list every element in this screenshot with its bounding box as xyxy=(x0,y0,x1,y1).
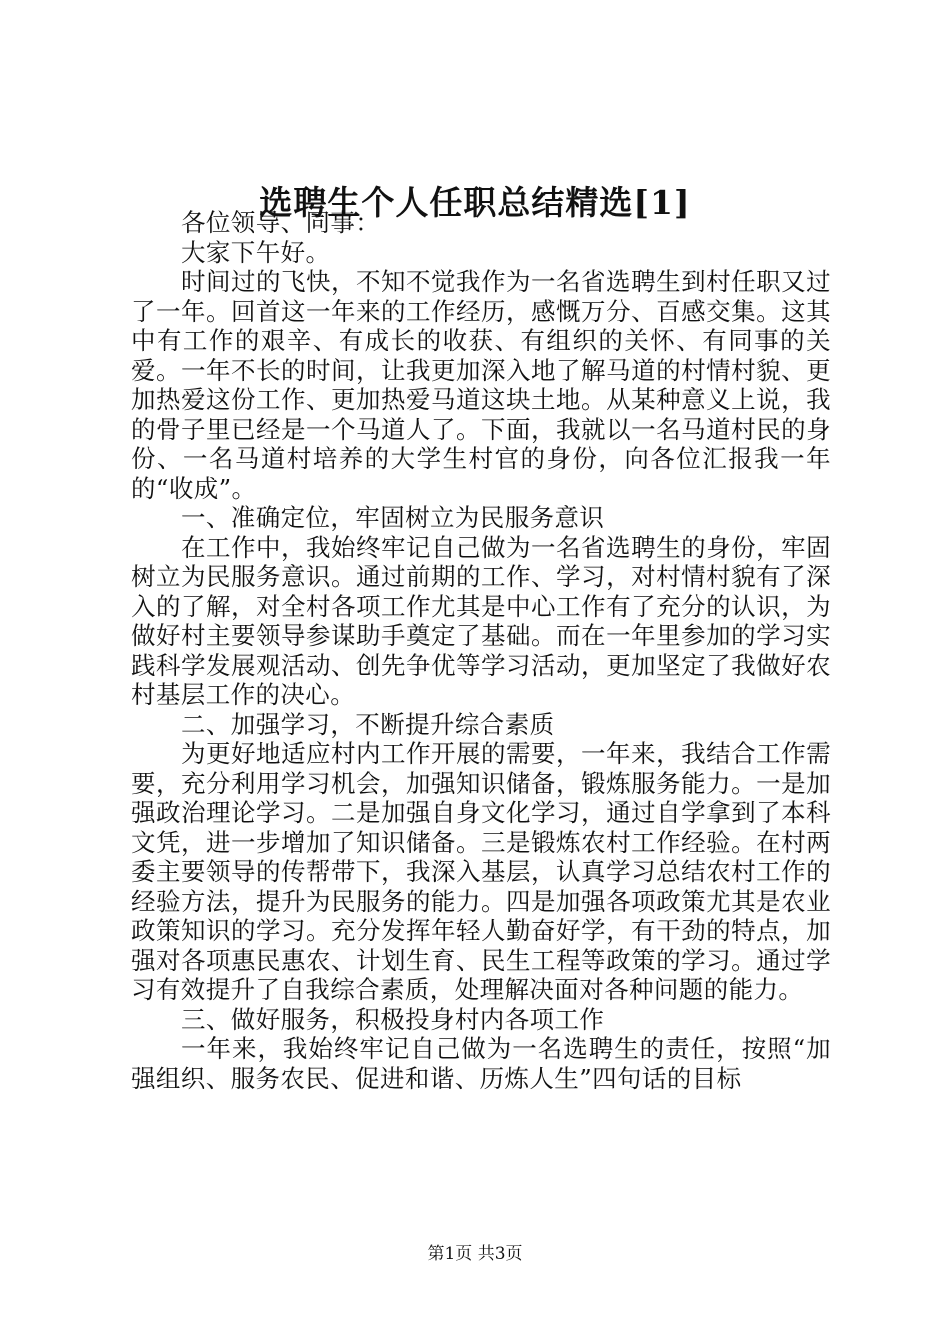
document-title: 选聘生个人任职总结精选[1] xyxy=(259,183,691,222)
page-footer: 第1页 共3页 xyxy=(427,1244,523,1264)
salutation: 各位领导、同事： xyxy=(181,208,381,237)
section-heading-3: 三、做好服务，积极投身村内各项工作 xyxy=(181,1004,605,1034)
section-heading-2: 二、加强学习，不断提升综合素质 xyxy=(181,709,555,739)
section-heading-1: 一、准确定位，牢固树立为民服务意识 xyxy=(181,503,605,532)
greeting: 大家下午好。 xyxy=(181,237,331,267)
intro-paragraph: 时间过的飞快，不知不觉我作为一名省选聘生到村任职又过了一年。回首这一年来的工作经历，感慨万分、百感交集。这其中有工作的艰辛、有成长的收获、有组织的关怀、有同事的关爱。一年不长的时间，让我更加深入地了解马道的村情村貌、更加热爱这份工作、更加热爱马道这块土地。从某种意义上说，我的骨子里已经是一个马道人了。下面，我就以一名马道村民的身份、一名马道村培养的大学生村官的身份，向各位汇报我一年的“收成”。 xyxy=(131,267,831,503)
section-body-1: 在工作中，我始终牢记自己做为一名省选聘生的身份，牢固树立为民服务意识。通过前期的工作、学习，对村情村貌有了深入的了解，对全村各项工作尤其是中心工作有了充分的认识，为做好村主要领导参谋助手奠定了基础。而在一年里参加的学习实践科学发展观活动、创先争优等学习活动，更加坚定了我做好农村基层工作的决心。 xyxy=(131,532,831,709)
section-body-2: 为更好地适应村内工作开展的需要，一年来，我结合工作需要，充分利用学习机会，加强知识储备，锻炼服务能力。一是加强政治理论学习。二是加强自身文化学习，通过自学拿到了本科文凭，进一步增加了知识储备。三是锻炼农村工作经验。在村两委主要领导的传帮带下，我深入基层，认真学习总结农村工作的经验方法，提升为民服务的能力。四是加强各项政策尤其是农业政策知识的学习。充分发挥年轻人勤奋好学，有干劲的特点，加强对各项惠民惠农、计划生育、民生工程等政策的学习。通过学习有效提升了自我综合素质，处理解决面对各种问题的能力。 xyxy=(131,739,831,1004)
document-body xyxy=(131,208,831,1093)
section-body-3: 一年来，我始终牢记自己做为一名选聘生的责任，按照“加强组织、服务农民、促进和谐、历炼人生”四句话的目标 xyxy=(131,1034,831,1093)
